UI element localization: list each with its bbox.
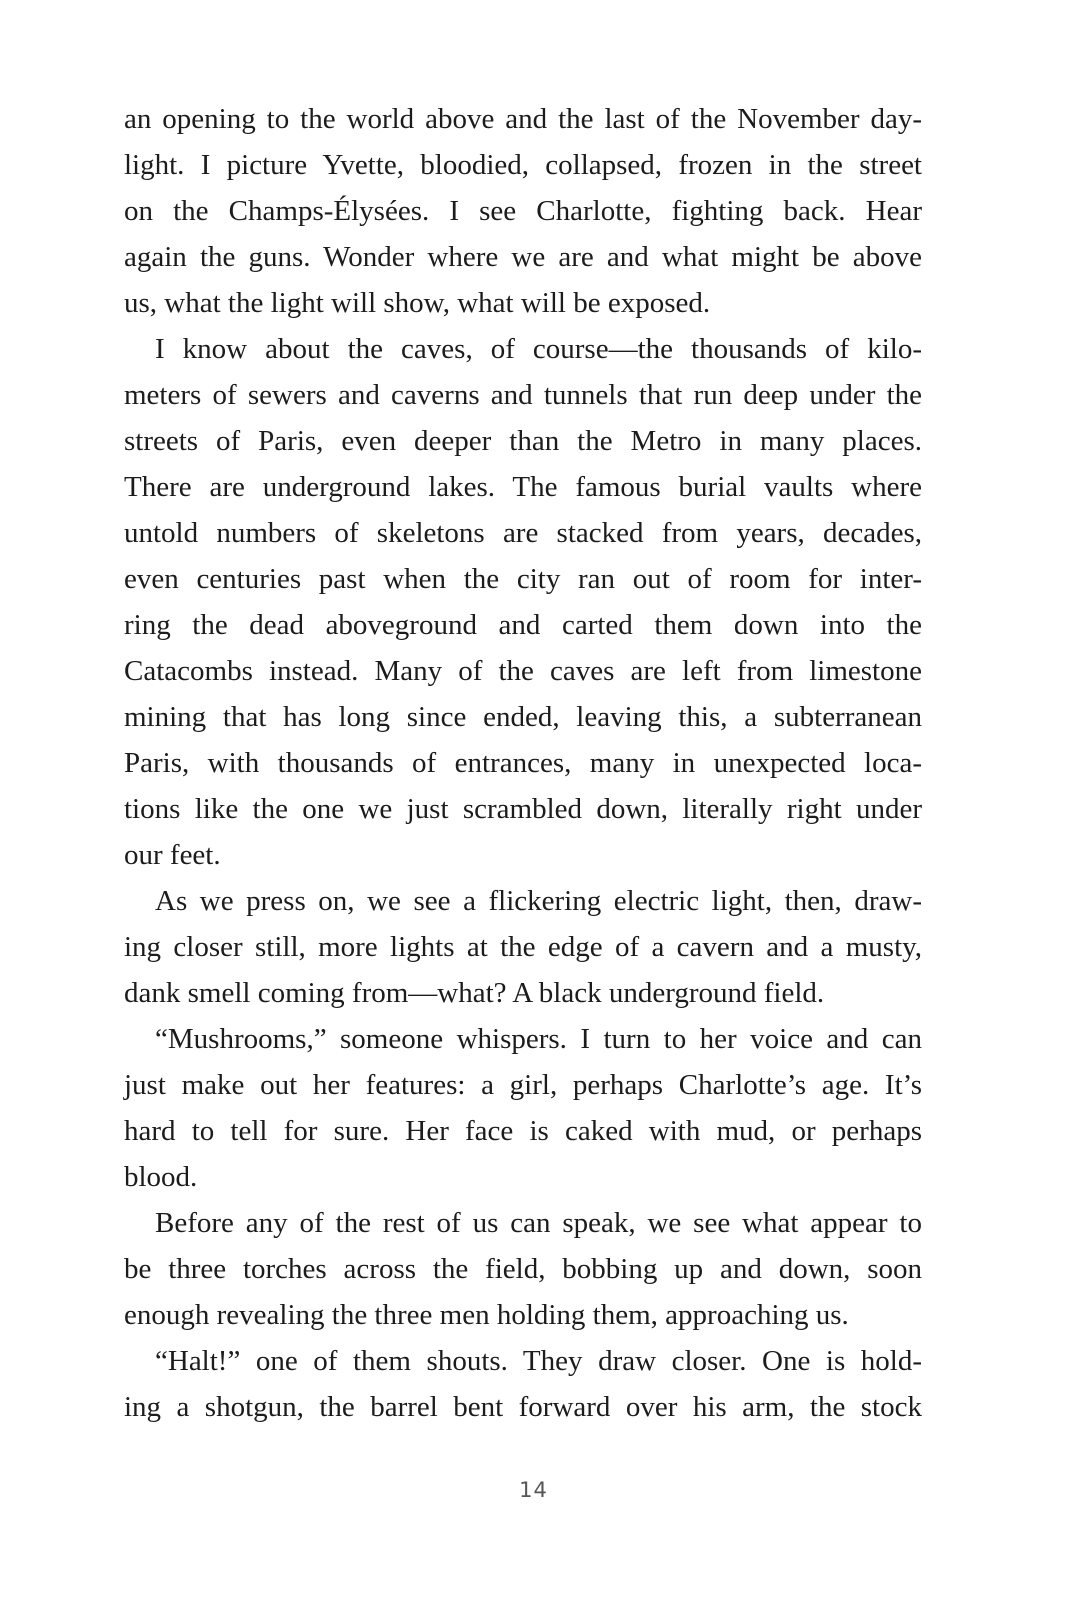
text-line: again the guns. Wonder where we are and what might be above — [124, 241, 922, 273]
text-line: ing closer still, more lights at the edge of a cavern and a musty, — [124, 931, 922, 963]
text-line: on the Champs-Élysées. I see Charlotte, fighting back. Hear — [124, 195, 922, 227]
text-line: us, what the light will show, what will be exposed. — [124, 287, 711, 319]
text-line: dank smell coming from—what? A black underground field. — [124, 977, 825, 1009]
text-line: meters of sewers and caverns and tunnels that run deep under the — [124, 379, 922, 411]
text-line: be three torches across the field, bobbing up and down, soon — [124, 1253, 922, 1285]
text-line: There are underground lakes. The famous burial vaults where — [124, 471, 922, 503]
text-line: blood. — [124, 1161, 198, 1193]
text-line: light. I picture Yvette, bloodied, collapsed, frozen in the street — [124, 149, 922, 181]
text-line: an opening to the world above and the last of the November day- — [124, 103, 922, 135]
paragraph-first-line: Before any of the rest of us can speak, we see what appear to — [155, 1207, 922, 1239]
text-line: just make out her features: a girl, perhaps Charlotte’s age. It’s — [124, 1069, 922, 1101]
page-number: 14 — [519, 1478, 548, 1502]
page-body — [124, 96, 922, 1430]
text-line: enough revealing the three men holding them, approaching us. — [124, 1299, 849, 1331]
text-line: even centuries past when the city ran out of room for inter- — [124, 563, 922, 595]
text-line: hard to tell for sure. Her face is caked with mud, or perhaps — [124, 1115, 922, 1147]
text-line: tions like the one we just scrambled down, literally right under — [124, 793, 922, 825]
text-line: ring the dead aboveground and carted them down into the — [124, 609, 922, 641]
paragraph-first-line: I know about the caves, of course—the thousands of kilo- — [155, 333, 922, 365]
paragraph-first-line: “Halt!” one of them shouts. They draw closer. One is hold- — [155, 1345, 922, 1377]
text-line: untold numbers of skeletons are stacked from years, decades, — [124, 517, 922, 549]
text-line: Catacombs instead. Many of the caves are left from limestone — [124, 655, 922, 687]
text-line: streets of Paris, even deeper than the Metro in many places. — [124, 425, 922, 457]
text-line: Paris, with thousands of entrances, many in unexpected loca- — [124, 747, 922, 779]
paragraph-first-line: As we press on, we see a flickering electric light, then, draw- — [155, 885, 922, 917]
paragraph-first-line: “Mushrooms,” someone whispers. I turn to her voice and can — [155, 1023, 922, 1055]
text-line: ing a shotgun, the barrel bent forward over his arm, the stock — [124, 1391, 922, 1423]
text-line: mining that has long since ended, leaving this, a subterranean — [124, 701, 922, 733]
text-line: our feet. — [124, 839, 221, 871]
